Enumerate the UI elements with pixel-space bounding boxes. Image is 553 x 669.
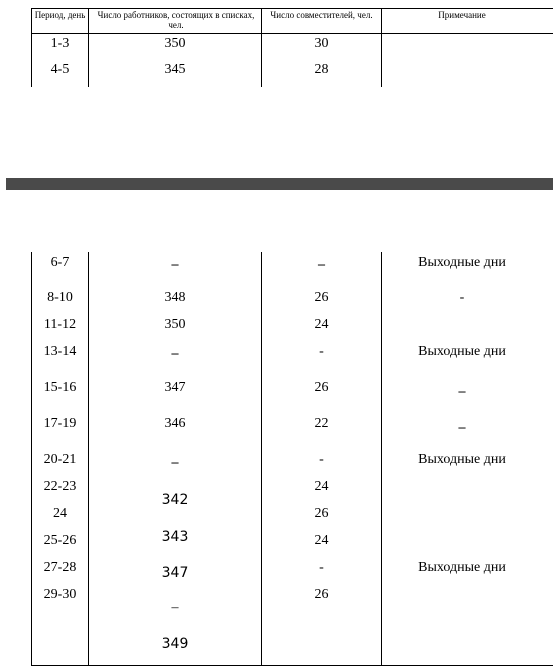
table-cell: 26 [314,506,329,521]
table-cell: 346 [164,416,186,431]
table-cell: 347 [164,380,186,395]
header-note: Примечание [438,10,486,20]
table-cell: 11-12 [43,317,77,332]
table-cell: 27-28 [43,560,77,575]
page-break-band [6,178,553,190]
table-cell: 1-3 [50,36,70,51]
table-cell: 24 [314,479,329,494]
header-parttime: Число совместителей, чел. [270,10,373,20]
table-cell: Выходные дни [418,344,506,359]
table-cell: 15-16 [43,380,77,395]
table-cell: 8-10 [47,290,73,305]
table-cell: 347 [161,565,189,581]
table-cell: – [458,384,466,399]
table-cell: 20-21 [43,452,77,467]
table-cell: 29-30 [43,587,77,602]
table-cell: 342 [161,492,189,508]
table-cell: 17-19 [43,416,77,431]
table-cell: – [171,600,179,615]
table-cell: 30 [314,36,329,51]
table-cell: 350 [164,36,186,51]
table-cell: 345 [164,62,186,77]
table-cell: 24 [314,317,329,332]
table-cell: 28 [314,62,329,77]
table-cell: Выходные дни [418,452,506,467]
table-cell: – [171,346,179,361]
table-cell: 343 [161,529,189,545]
table-cell: 22-23 [43,479,77,494]
table-cell: Выходные дни [418,255,506,270]
table-cell: 22 [314,416,329,431]
table-cell: 26 [314,290,329,305]
table-cell: – [171,455,179,470]
table-cell: – [458,420,466,435]
table-cell: 24 [53,506,67,521]
table-bottom-rule [31,665,553,666]
table-cell: 26 [314,380,329,395]
table-cell: 6-7 [50,255,70,270]
table-cell: 350 [164,317,186,332]
header-top-rule [31,8,553,9]
table-cell: 25-26 [43,533,77,548]
table-cell: - [459,290,465,305]
header-period: Период, день [34,10,86,20]
table-cell: – [171,257,179,272]
table-cell: Выходные дни [418,560,506,575]
table-cell: 4-5 [50,62,70,77]
table-cell: 26 [314,587,329,602]
table-cell: 24 [314,533,329,548]
table-cell: – [318,257,325,272]
table-cell: - [319,560,324,575]
table-cell: - [319,452,324,467]
table-cell: 348 [164,290,186,305]
header-listed: Число работников, состоящих в списках, чел. [97,10,255,31]
table-cell: - [319,344,324,359]
header-bottom-rule [31,33,553,34]
table-cell: 13-14 [43,344,77,359]
table-cell: 349 [161,636,189,652]
